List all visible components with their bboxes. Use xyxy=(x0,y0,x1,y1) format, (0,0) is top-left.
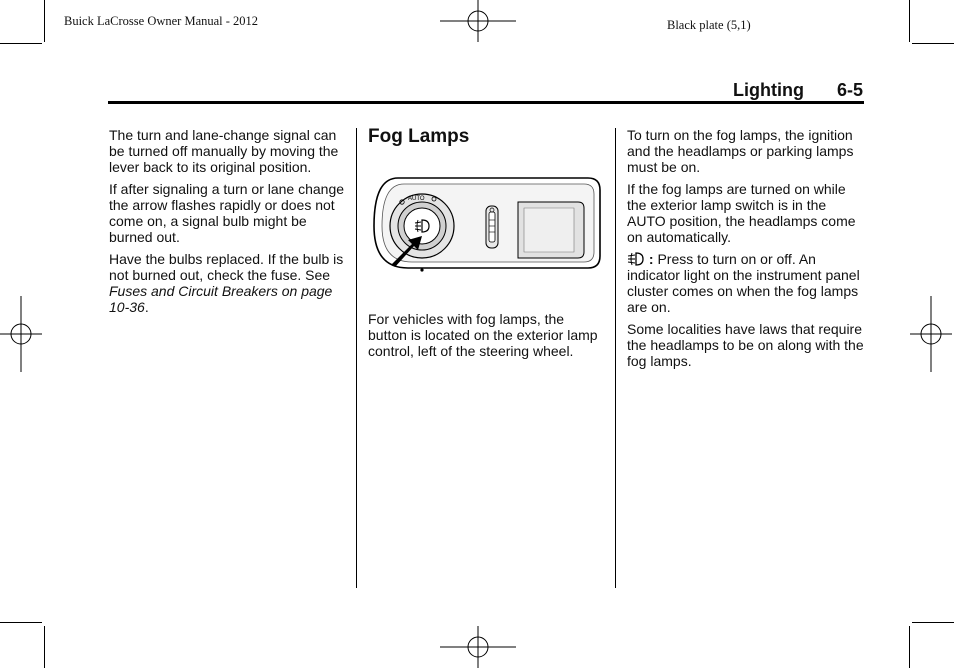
page-number: 6-5 xyxy=(837,80,864,100)
column-2 xyxy=(368,311,604,365)
section-heading: Fog Lamps xyxy=(368,126,470,147)
paragraph: If after signaling a turn or lane change the arrow flashes rapidly or does not come on, a signal bulb might be burned out. xyxy=(109,181,345,245)
plate-label: Black plate (5,1) xyxy=(667,18,751,32)
paragraph: To turn on the fog lamps, the ignition and the headlamps or parking lamps must be on. xyxy=(627,127,854,175)
crop-mark xyxy=(44,0,45,42)
auto-position-label: AUTO xyxy=(408,196,425,202)
registration-mark-bottom xyxy=(440,626,516,668)
paragraph: For vehicles with fog lamps, the button is located on the exterior lamp control, left of the steering wheel. xyxy=(368,311,598,359)
paragraph: If the fog lamps are turned on while the exterior lamp switch is in the AUTO position, the headlamps come on automatically. xyxy=(627,181,856,245)
column-1 xyxy=(109,127,345,321)
column-divider xyxy=(615,128,616,588)
exterior-lamp-control-figure xyxy=(368,168,604,288)
section-title: Lighting xyxy=(733,80,804,100)
paragraph: Some localities have laws that require the headlamps to be on along with the fog lamps. xyxy=(627,321,864,369)
column-3 xyxy=(627,127,867,375)
crop-mark xyxy=(44,626,45,668)
header-rule xyxy=(108,101,864,104)
registration-mark-left xyxy=(0,296,42,372)
crop-mark xyxy=(0,43,42,44)
paragraph-text: Press to turn on or off. An indicator light on the instrument panel cluster comes on when the fog lamps are on. xyxy=(627,251,860,315)
crop-mark xyxy=(909,0,910,42)
fog-lamp-icon xyxy=(627,252,645,266)
paragraph-text: Have the bulbs replaced. If the bulb is not burned out, check the fuse. See xyxy=(109,251,344,283)
crop-mark xyxy=(912,622,954,623)
crop-mark xyxy=(912,43,954,44)
manual-title: Buick LaCrosse Owner Manual - 2012 xyxy=(64,14,259,28)
registration-mark-top xyxy=(440,0,516,42)
paragraph xyxy=(109,251,345,315)
crop-mark xyxy=(0,622,42,623)
column-divider xyxy=(356,128,357,588)
registration-mark-right xyxy=(910,296,952,372)
paragraph: The turn and lane-change signal can be turned off manually by moving the lever back to its original position. xyxy=(109,127,339,175)
icon-separator: : xyxy=(645,251,658,267)
cross-reference-link[interactable]: Fuses and Circuit Breakers on page 10-36 xyxy=(109,283,333,315)
paragraph xyxy=(627,251,867,315)
paragraph-end: . xyxy=(144,299,149,315)
crop-mark xyxy=(909,626,910,668)
